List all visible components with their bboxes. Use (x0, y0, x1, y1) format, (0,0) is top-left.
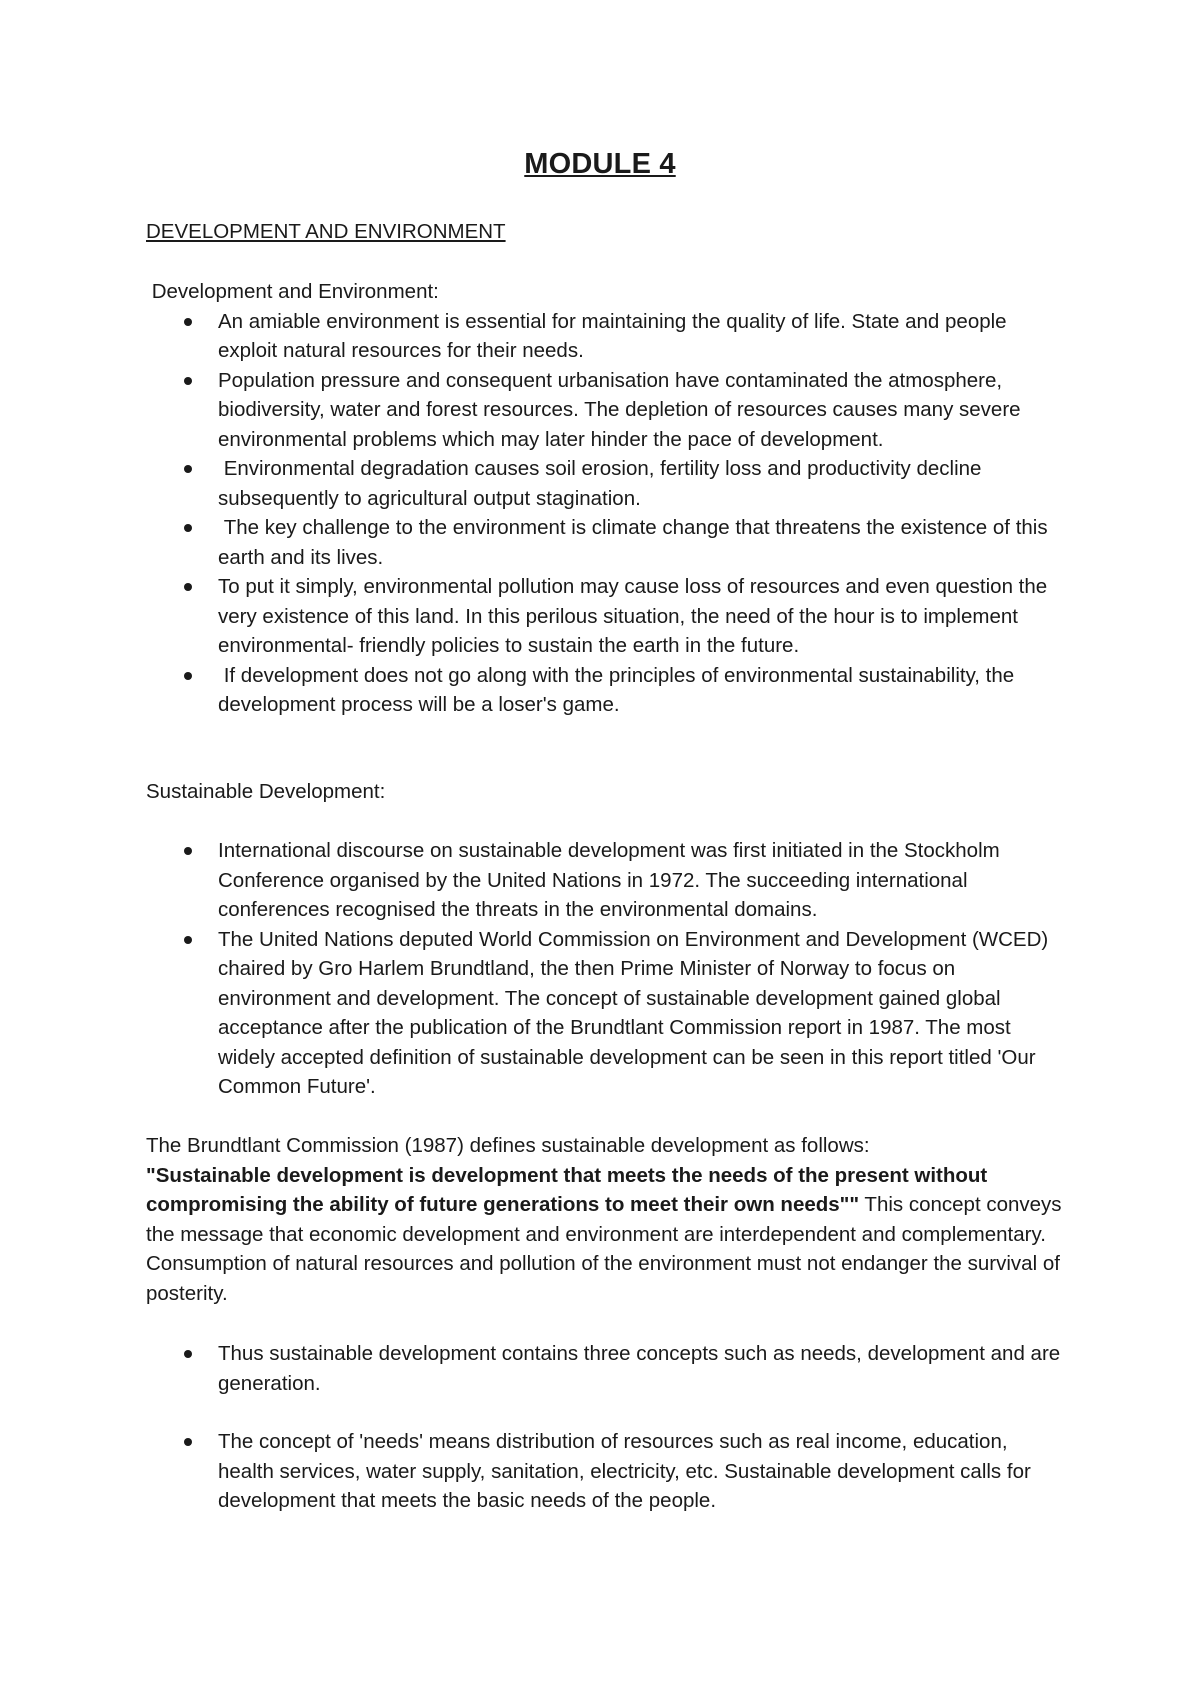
list-item (146, 513, 1066, 572)
list-item (146, 1339, 1066, 1398)
sustainable-section (146, 777, 1066, 807)
list-item (146, 454, 1066, 513)
list-item-text: The key challenge to the environment is climate change that threatens the existence of this earth and its lives. (218, 516, 1054, 569)
bullet-icon (184, 1438, 192, 1446)
bullet-icon (184, 936, 192, 944)
list-item-text: To put it simply, environmental pollution may cause loss of resources and even question the very existence of this land. In this perilous situation, the need of the hour is to implement environmental- friendly policies to sustain the earth in the future. (218, 575, 1048, 657)
list-item (146, 366, 1066, 455)
concepts-list-1 (146, 1339, 1066, 1398)
bullet-icon (184, 524, 192, 532)
concepts-block-2 (146, 1427, 1066, 1516)
section-heading: DEVELOPMENT AND ENVIRONMENT (146, 220, 506, 243)
list-item-text: An amiable environment is essential for maintaining the quality of life. State and people exploit natural resources for their needs. (218, 309, 1007, 362)
list-item (146, 661, 1066, 720)
dev-env-section (146, 277, 1066, 720)
list-item (146, 572, 1066, 661)
definition-quote: "Sustainable development is development that meets the needs of the present without compromising the ability of future generations to meet their own needs"" (146, 1163, 988, 1216)
dev-env-list (146, 307, 1066, 720)
list-item (146, 836, 1066, 925)
brundtland-intro: The Brundtlant Commission (1987) defines sustainable development as follows: (146, 1134, 870, 1157)
bullet-icon (184, 847, 192, 855)
list-item (146, 307, 1066, 366)
list-item-text: Thus sustainable development contains three concepts such as needs, development and are generation. (218, 1342, 1061, 1395)
sustainable-list-block (146, 836, 1066, 1102)
list-item-text: The United Nations deputed World Commission on Environment and Development (WCED) chaired by Gro Harlem Brundtland, the then Prime Minister of Norway to focus on environment and development. The concept of sustainable development gained global acceptance after the publication of the Brundtlant Commission report in 1987. The most widely accepted definition of sustainable development can be seen in this report titled 'Our Common Future'. (218, 927, 1049, 1098)
bullet-icon (184, 318, 192, 326)
bullet-icon (184, 1350, 192, 1358)
definition-explanation: This concept conveys the message that economic development and environment are interdependent and complementary. Consumption of natural resources and pollution of the environment must not endanger the survival of posterity. (146, 1193, 1062, 1305)
list-item-text: Environmental degradation causes soil erosion, fertility loss and productivity decline subsequently to agricultural output stagination. (218, 457, 988, 510)
sustainable-label: Sustainable Development: (146, 780, 386, 803)
list-item (146, 1427, 1066, 1516)
concepts-block-1 (146, 1339, 1066, 1398)
brundtland-paragraph (146, 1161, 1066, 1309)
list-item-text: If development does not go along with the principles of environmental sustainability, the development process will be a loser's game. (218, 663, 1020, 716)
bullet-icon (184, 583, 192, 591)
list-item (146, 925, 1066, 1102)
list-item-text: International discourse on sustainable development was first initiated in the Stockholm Conference organised by the United Nations in 1972. The succeeding international conferences recognised the threats in the environmental domains. (218, 839, 1000, 921)
sustainable-list (146, 836, 1066, 1102)
concepts-list-2 (146, 1427, 1066, 1516)
page-title: MODULE 4 (524, 148, 676, 180)
brundtland-section (146, 1131, 1066, 1308)
bullet-icon (184, 465, 192, 473)
dev-env-label: Development and Environment: (146, 280, 439, 303)
bullet-icon (184, 672, 192, 680)
list-item-text: Population pressure and consequent urbanisation have contaminated the atmosphere, biodiversity, water and forest resources. The depletion of resources causes many severe environmental problems which may later hinder the pace of development. (218, 368, 1021, 451)
bullet-icon (184, 377, 192, 385)
list-item-text: The concept of 'needs' means distribution of resources such as real income, education, health services, water supply, sanitation, electricity, etc. Sustainable development calls for development that meets the basic needs of the people. (218, 1430, 1031, 1512)
